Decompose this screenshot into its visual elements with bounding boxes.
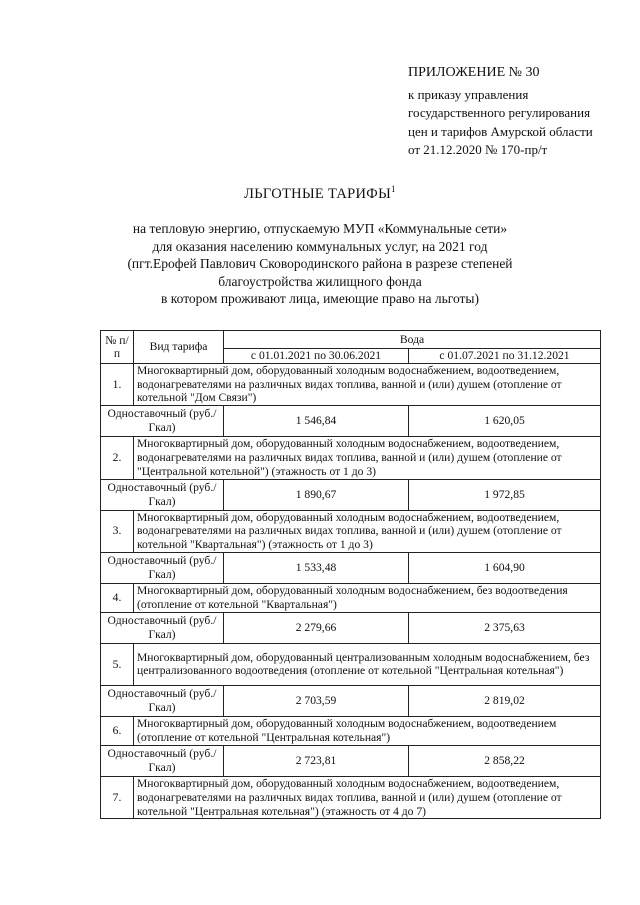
tariff-unit: Одноставочный (руб./Гкал): [101, 685, 224, 716]
tariff-value-period-2: 1 972,85: [409, 479, 601, 510]
row-number: 7.: [101, 776, 134, 818]
subtitle-line: благоустройства жилищного фонда: [218, 273, 422, 289]
appendix-block: [408, 64, 634, 160]
row-description: Многоквартирный дом, оборудованный холодным водоснабжением, водоотведением (отопление от котельной "Центральная котельная"): [134, 716, 601, 745]
row-number: 1.: [101, 363, 134, 405]
tariff-value-period-2: 2 375,63: [409, 612, 601, 643]
header-type: Вид тарифа: [134, 331, 224, 364]
subtitle-line: в котором проживают лица, имеющие право на льготы): [161, 291, 479, 306]
row-number: 2.: [101, 437, 134, 479]
tariff-value-period-1: 1 533,48: [224, 552, 409, 583]
row-description: Многоквартирный дом, оборудованный холодным водоснабжением, водоотведением, водонагревателями на различных видах топлива, ванной и (или) душем (отопление от котельной "Квартальная") (этажность от 1 до 3): [134, 510, 601, 552]
row-description: Многоквартирный дом, оборудованный централизованным холодным водоснабжением, без централизованного водоотведения (отопление от котельной "Центральная котельная"): [134, 643, 601, 685]
appendix-line: к приказу управления: [408, 86, 529, 102]
row-description: Многоквартирный дом, оборудованный холодным водоснабжением, водоотведением, водонагревателями на различных видах топлива, ванной и (или) душем (отопление от котельной "Центральная котельная") (этажность от 4 до 7): [134, 776, 601, 818]
tariff-value-period-1: 1 890,67: [224, 479, 409, 510]
header-group-water: Вода: [224, 331, 601, 349]
document-title-text: ЛЬГОТНЫЕ ТАРИФЫ: [244, 185, 392, 202]
tariff-unit: Одноставочный (руб./Гкал): [101, 552, 224, 583]
tariff-value-period-2: 2 858,22: [409, 745, 601, 776]
subtitle-line: на тепловую энергию, отпускаемую МУП «Коммунальные сети»: [132, 221, 508, 236]
document-subtitle: [110, 220, 530, 308]
tariff-unit: Одноставочный (руб./Гкал): [101, 479, 224, 510]
header-period-2: с 01.07.2021 по 31.12.2021: [409, 349, 601, 364]
row-description: Многоквартирный дом, оборудованный холодным водоснабжением, водоотведением, водонагревателями на различных видах топлива, ванной и (или) душем (отопление от котельной "Дом Связи"): [134, 363, 601, 405]
appendix-line: цен и тарифов Амурской области: [408, 123, 593, 139]
tariff-value-period-1: 2 703,59: [224, 685, 409, 716]
tariff-value-period-2: 1 604,90: [409, 552, 601, 583]
tariff-value-period-2: 2 819,02: [409, 685, 601, 716]
appendix-title: ПРИЛОЖЕНИЕ № 30: [408, 65, 540, 80]
tariff-value-period-2: 1 620,05: [409, 406, 601, 437]
tariff-unit: Одноставочный (руб./Гкал): [101, 745, 224, 776]
title-footnote-mark: 1: [391, 184, 396, 194]
tariff-value-period-1: 1 546,84: [224, 406, 409, 437]
row-number: 4.: [101, 583, 134, 612]
appendix-line: государственного регулирования: [408, 105, 591, 120]
tariff-value-period-1: 2 723,81: [224, 745, 409, 776]
tariffs-table: [100, 330, 601, 819]
row-number: 5.: [101, 643, 134, 685]
appendix-line: от 21.12.2020 № 170-пр/т: [408, 142, 548, 157]
subtitle-line: для оказания населению коммунальных услуг, на 2021 год: [152, 238, 488, 254]
tariff-unit: Одноставочный (руб./Гкал): [101, 612, 224, 643]
header-num: № п/п: [101, 331, 134, 364]
subtitle-line: (пгт.Ерофей Павлович Сковородинского района в разрезе степеней: [127, 256, 513, 271]
row-number: 3.: [101, 510, 134, 552]
tariff-unit: Одноставочный (руб./Гкал): [101, 406, 224, 437]
row-number: 6.: [101, 716, 134, 745]
row-description: Многоквартирный дом, оборудованный холодным водоснабжением, без водоотведения (отопление от котельной "Квартальная"): [134, 583, 601, 612]
row-description: Многоквартирный дом, оборудованный холодным водоснабжением, водоотведением, водонагревателями на различных видах топлива, ванной и (или) душем (отопление от "Центральной котельной") (этажность от 1 до 3): [134, 437, 601, 479]
document-title: [0, 184, 640, 203]
tariff-value-period-1: 2 279,66: [224, 612, 409, 643]
header-period-1: с 01.01.2021 по 30.06.2021: [224, 349, 409, 364]
